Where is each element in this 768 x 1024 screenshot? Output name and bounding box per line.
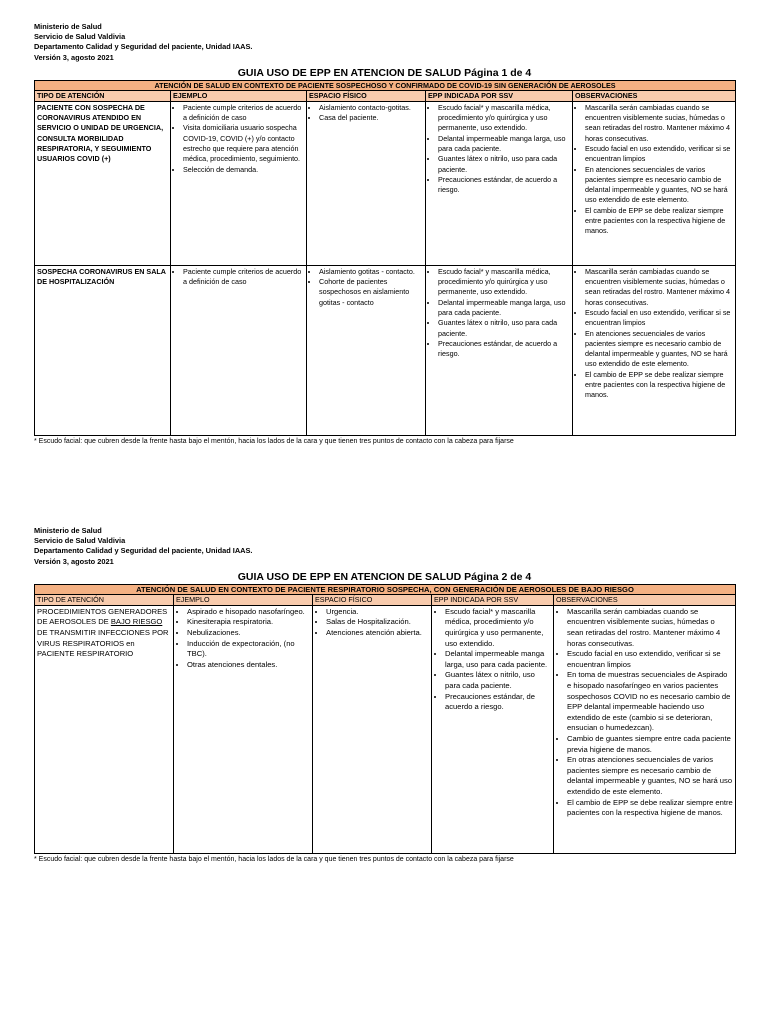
list-item: • Mascarilla serán cambiadas cuando se encuentren visiblemente sucias, húmedas o sean retiradas del rostro. Mantener máximo 4 horas consecutivas. xyxy=(567,607,733,649)
list-item: • El cambio de EPP se debe realizar siempre entre pacientes con la respectiva higiene de manos. xyxy=(585,370,733,401)
header-line: Ministerio de Salud xyxy=(34,526,102,535)
list-item: • Otras atenciones dentales. xyxy=(187,660,310,671)
list-item: • Kinesiterapia respiratoria. xyxy=(187,617,310,628)
page-2-section xyxy=(34,526,735,865)
list-item: • Precauciones estándar, de acuerdo a riesgo. xyxy=(445,692,551,713)
ejemplo-cell xyxy=(171,265,307,435)
epp-cell xyxy=(426,101,573,265)
tipo-atencion-cell: PACIENTE CON SOSPECHA DE CORONAVIRUS ATENDIDO EN SERVICIO O UNIDAD DE URGENCIA, CONSULTA MORBILIDAD RESPIRATORIA, Y SEGUIMIENTO USUARIOS COVID (+) xyxy=(35,101,171,265)
column-header: ESPACIO FÍSICO xyxy=(313,595,432,606)
footnote: * Escudo facial: que cubren desde la frente hasta bajo el mentón, hacia los lados de la cara y que tienen tres puntos de contacto con la cabeza para fijarse xyxy=(34,855,514,863)
list-item: • El cambio de EPP se debe realizar siempre entre pacientes con la respectiva higiene de manos. xyxy=(567,798,733,819)
header-line: Servicio de Salud Valdivia xyxy=(34,536,126,546)
header-line: Ministerio de Salud xyxy=(34,22,102,31)
list-item: • En atenciones secuenciales de varios pacientes siempre es necesario cambio de delantal impermeable y guantes, NO se hará uso extendido de este elemento. xyxy=(585,165,733,206)
header-line: Versión 3, agosto 2021 xyxy=(34,52,114,62)
list-item: • Delantal impermeable manga larga, uso para cada paciente. xyxy=(438,298,570,319)
table-row xyxy=(35,101,736,265)
page-title: GUIA USO DE EPP EN ATENCION DE SALUD Página 2 de 4 xyxy=(237,570,532,583)
list-item: • Mascarilla serán cambiadas cuando se encuentren visiblemente sucias, húmedas o sean retiradas del rostro. Mantener máximo 4 horas consecutivas. xyxy=(585,267,733,308)
epp-cell xyxy=(432,605,554,853)
institution-header xyxy=(34,22,735,63)
list-item: • En toma de muestras secuenciales de Aspirado e hisopado nasofaríngeo en varios pacientes sospechosos COVID no es necesario cambio de EPP delantal impermeable haciendo uso extendido de este (cambio si se deterioran, ensucian o humedezcan). xyxy=(567,670,733,734)
list-item: • En atenciones secuenciales de varios pacientes siempre es necesario cambio de delantal impermeable y guantes, NO se hará uso extendido de este elemento. xyxy=(585,329,733,370)
institution-header xyxy=(34,526,735,567)
table-banner: ATENCIÓN DE SALUD EN CONTEXTO DE PACIENTE RESPIRATORIO SOSPECHA, CON GENERACIÓN DE AEROSOLES DE BAJO RIESGO xyxy=(35,584,736,595)
table-banner: ATENCIÓN DE SALUD EN CONTEXTO DE PACIENTE SOSPECHOSO Y CONFIRMADO DE COVID-19 SIN GENERACIÓN DE AEROSOLES xyxy=(35,80,736,91)
list-item: • Cambio de guantes siempre entre cada paciente previa higiene de manos. xyxy=(567,734,733,755)
column-header: EJEMPLO xyxy=(174,595,313,606)
tipo-atencion-cell xyxy=(35,605,174,853)
page-1-section xyxy=(34,22,735,447)
espacio-cell xyxy=(307,265,426,435)
list-item: • Escudo facial en uso extendido, verificar si se encuentran limpios xyxy=(585,144,733,165)
list-item: • Precauciones estándar, de acuerdo a riesgo. xyxy=(438,339,570,360)
column-header: ESPACIO FÍSICO xyxy=(307,91,426,102)
column-header: OBSERVACIONES xyxy=(554,595,736,606)
list-item: • Cohorte de pacientes sospechosos en aislamiento gotitas - contacto xyxy=(319,277,423,308)
list-item: • Precauciones estándar, de acuerdo a riesgo. xyxy=(438,175,570,196)
header-line: Departamento Calidad y Seguridad del paciente, Unidad IAAS. xyxy=(34,546,253,556)
list-item: • Inducción de expectoración, (no TBC). xyxy=(187,639,310,660)
column-header: EPP INDICADA POR SSV xyxy=(432,595,554,606)
table-row xyxy=(35,265,736,435)
ejemplo-cell xyxy=(171,101,307,265)
list-item: • Aislamiento contacto-gotitas. xyxy=(319,103,423,113)
header-line: Servicio de Salud Valdivia xyxy=(34,32,126,42)
list-item: • Casa del paciente. xyxy=(319,113,423,123)
list-item: • Aislamiento gotitas - contacto. xyxy=(319,267,423,277)
list-item: • Paciente cumple criterios de acuerdo a definición de caso xyxy=(183,267,304,288)
epp-cell xyxy=(426,265,573,435)
column-header: EPP INDICADA POR SSV xyxy=(426,91,573,102)
tipo-atencion-cell: SOSPECHA CORONAVIRUS EN SALA DE HOSPITALIZACIÓN xyxy=(35,265,171,435)
page-title: GUIA USO DE EPP EN ATENCION DE SALUD Página 1 de 4 xyxy=(237,66,532,79)
list-item: • Paciente cumple criterios de acuerdo a definición de caso xyxy=(183,103,304,124)
espacio-cell xyxy=(313,605,432,853)
list-item: • Escudo facial* y mascarilla médica, procedimiento y/o quirúrgica y uso permanente, uso extendido. xyxy=(438,267,570,298)
column-header: EJEMPLO xyxy=(171,91,307,102)
tipo-underlined-text: BAJO RIESGO xyxy=(110,617,163,627)
list-item: • Selección de demanda. xyxy=(183,165,304,175)
list-item: • Urgencia. xyxy=(326,607,429,618)
espacio-cell xyxy=(307,101,426,265)
list-item: • Visita domiciliaria usuario sospecha COVID-19, COVID (+) y/o contacto estrecho que requiere para atención médica, procedimiento, seguimiento. xyxy=(183,123,304,164)
footnote: * Escudo facial: que cubren desde la frente hasta bajo el mentón, hacia los lados de la cara y que tienen tres puntos de contacto con la cabeza para fijarse xyxy=(34,437,514,445)
observaciones-cell xyxy=(573,101,736,265)
list-item: • Delantal impermeable manga larga, uso para cada paciente. xyxy=(445,649,551,670)
list-item: • Guantes látex o nitrilo, uso para cada paciente. xyxy=(445,670,551,691)
tipo-text: DE TRANSMITIR INFECCIONES POR VIRUS RESPIRATORIOS en PACIENTE RESPIRATORIO xyxy=(37,628,169,659)
ejemplo-cell xyxy=(174,605,313,853)
column-header: TIPO DE ATENCIÓN xyxy=(35,595,174,606)
table-row xyxy=(35,605,736,853)
list-item: • Mascarilla serán cambiadas cuando se encuentren visiblemente sucias, húmedas o sean retiradas del rostro. Mantener máximo 4 horas consecutivas. xyxy=(585,103,733,144)
observaciones-cell xyxy=(554,605,736,853)
list-item: • En otras atenciones secuenciales de varios pacientes siempre es necesario cambio de delantal impermeable y guantes, NO se hará uso extendido de este elemento. xyxy=(567,755,733,797)
column-header: OBSERVACIONES xyxy=(573,91,736,102)
observaciones-cell xyxy=(573,265,736,435)
epp-table xyxy=(34,584,736,854)
list-item: • Salas de Hospitalización. xyxy=(326,617,429,628)
list-item: • Aspirado e hisopado nasofaríngeo. xyxy=(187,607,310,618)
column-header: TIPO DE ATENCIÓN xyxy=(35,91,171,102)
list-item: • Guantes látex o nitrilo, uso para cada paciente. xyxy=(438,318,570,339)
list-item: • Atenciones atención abierta. xyxy=(326,628,429,639)
list-item: • Escudo facial en uso extendido, verificar si se encuentran limpios xyxy=(585,308,733,329)
list-item: • Escudo facial* y mascarilla médica, procedimiento y/o quirúrgica y uso permanente, uso extendido. xyxy=(438,103,570,134)
list-item: • El cambio de EPP se debe realizar siempre entre pacientes con la respectiva higiene de manos. xyxy=(585,206,733,237)
list-item: • Escudo facial* y mascarilla médica, procedimiento y/o quirúrgica y uso permanente, uso extendido. xyxy=(445,607,551,649)
list-item: • Delantal impermeable manga larga, uso para cada paciente. xyxy=(438,134,570,155)
epp-table xyxy=(34,80,736,436)
header-line: Departamento Calidad y Seguridad del paciente, Unidad IAAS. xyxy=(34,42,253,52)
list-item: • Escudo facial en uso extendido, verificar si se encuentran limpios xyxy=(567,649,733,670)
tipo-text: PROCEDIMIENTOS GENERADORES DE AEROSOLES DE xyxy=(37,606,168,627)
list-item: • Guantes látex o nitrilo, uso para cada paciente. xyxy=(438,154,570,175)
header-line: Versión 3, agosto 2021 xyxy=(34,556,114,566)
list-item: • Nebulizaciones. xyxy=(187,628,310,639)
